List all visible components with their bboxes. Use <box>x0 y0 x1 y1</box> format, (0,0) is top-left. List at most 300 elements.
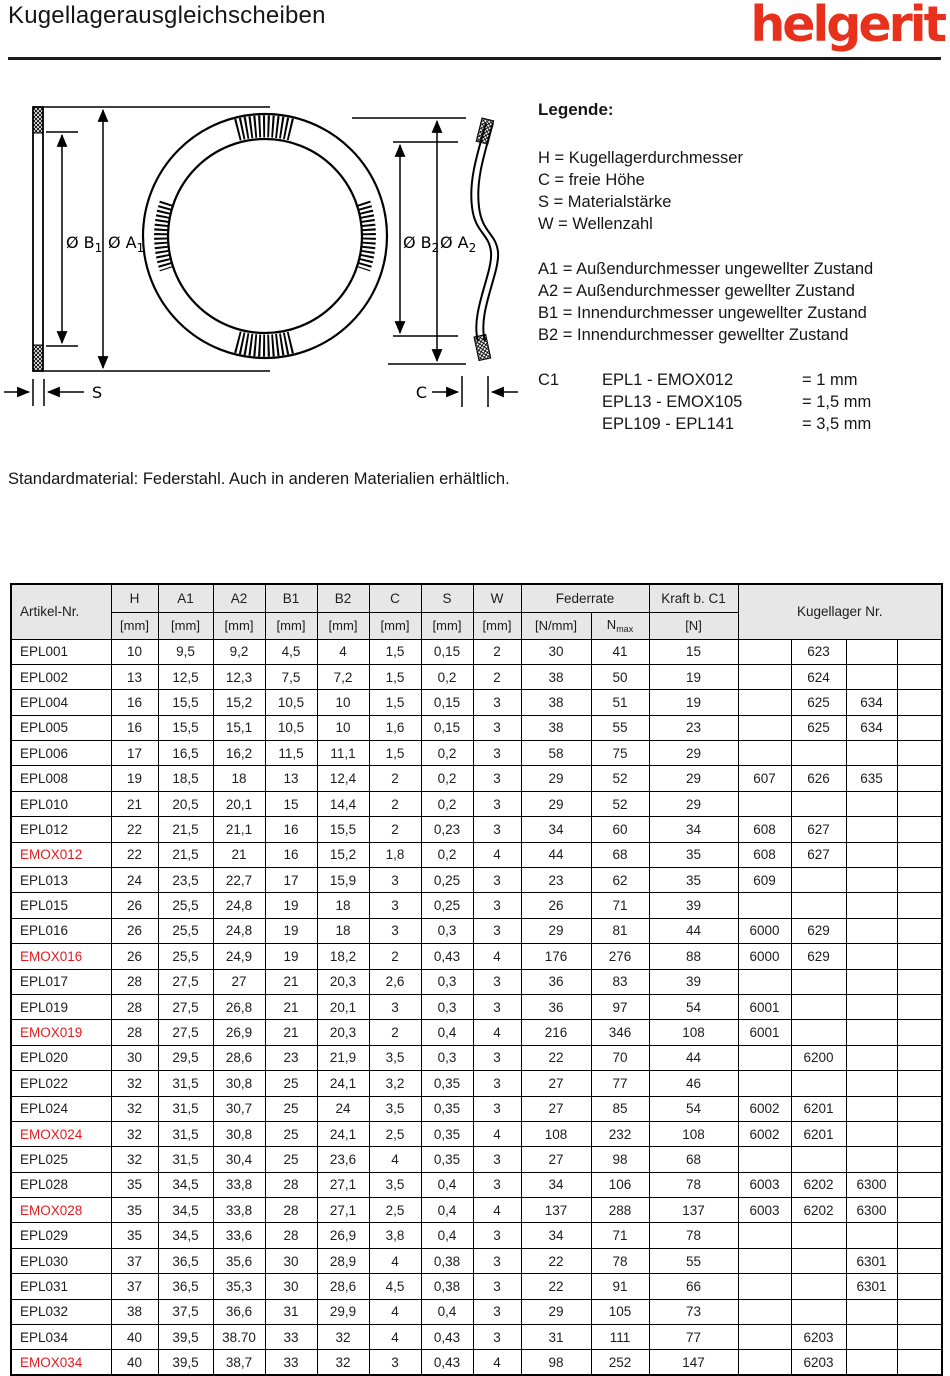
table-cell: 0,15 <box>421 639 473 664</box>
table-cell: 37 <box>111 1248 158 1273</box>
table-cell: 288 <box>591 1198 649 1223</box>
kugellager-cell <box>846 741 897 766</box>
table-cell: 70 <box>591 1045 649 1070</box>
kugellager-cell <box>738 1248 791 1273</box>
kugellager-cell: 6202 <box>791 1172 846 1197</box>
table-cell: 4 <box>317 639 369 664</box>
table-cell: 29 <box>521 791 591 816</box>
table-cell: 31 <box>521 1325 591 1350</box>
table-cell: 24,1 <box>317 1121 369 1146</box>
table-cell: 21,1 <box>213 817 265 842</box>
table-cell: 39 <box>649 969 738 994</box>
table-cell: 28 <box>111 994 158 1019</box>
table-cell: 3 <box>473 791 521 816</box>
kugellager-cell <box>846 994 897 1019</box>
table-cell: 24 <box>317 1096 369 1121</box>
kugellager-cell: 6300 <box>846 1198 897 1223</box>
header-w: W <box>473 584 521 612</box>
table-row <box>11 741 942 766</box>
kugellager-cell <box>738 1350 791 1375</box>
kugellager-cell: 6301 <box>846 1274 897 1299</box>
c1-value: = 1,5 mm <box>802 393 872 411</box>
table-cell: 18,2 <box>317 944 369 969</box>
table-cell: 18 <box>213 766 265 791</box>
kugellager-cell <box>791 1223 846 1248</box>
kugellager-cell <box>791 868 846 893</box>
table-cell: 137 <box>521 1198 591 1223</box>
helgerit-logo: helgerit <box>750 0 944 53</box>
table-cell: 0,35 <box>421 1071 473 1096</box>
table-cell: 4 <box>473 944 521 969</box>
article-number: EPL028 <box>11 1172 111 1197</box>
table-cell: 34,5 <box>158 1172 213 1197</box>
kugellager-cell <box>846 918 897 943</box>
table-cell: 0,4 <box>421 1198 473 1223</box>
table-cell: 3,2 <box>369 1071 421 1096</box>
table-cell: 68 <box>649 1147 738 1172</box>
kugellager-cell <box>897 639 942 664</box>
kugellager-cell <box>738 791 791 816</box>
table-cell: 15,2 <box>213 690 265 715</box>
kugellager-cell: 6002 <box>738 1096 791 1121</box>
table-cell: 12,3 <box>213 664 265 689</box>
table-cell: 252 <box>591 1350 649 1375</box>
kugellager-cell: 627 <box>791 842 846 867</box>
spec-table <box>10 583 943 1376</box>
legend-heading: Legende: <box>538 100 614 119</box>
legend-item: A1 = Außendurchmesser ungewellter Zustand <box>538 260 874 278</box>
table-cell: 18 <box>317 918 369 943</box>
header-kraft-c1: Kraft b. C1 <box>649 584 738 612</box>
article-number: EPL010 <box>11 791 111 816</box>
kugellager-cell: 629 <box>791 944 846 969</box>
table-cell: 28 <box>111 969 158 994</box>
table-row <box>11 1223 942 1248</box>
article-number: EPL004 <box>11 690 111 715</box>
table-cell: 0,35 <box>421 1096 473 1121</box>
table-cell: 3 <box>473 969 521 994</box>
table-cell: 3 <box>473 1248 521 1273</box>
unit-mm: [mm] <box>421 612 473 639</box>
kugellager-cell <box>846 842 897 867</box>
table-row <box>11 1096 942 1121</box>
legend-dimensions <box>538 147 946 235</box>
table-cell: 51 <box>591 690 649 715</box>
table-cell: 7,2 <box>317 664 369 689</box>
table-cell: 78 <box>649 1223 738 1248</box>
kugellager-cell: 6300 <box>846 1172 897 1197</box>
table-cell: 46 <box>649 1071 738 1096</box>
table-cell: 2,6 <box>369 969 421 994</box>
article-number: EPL015 <box>11 893 111 918</box>
table-cell: 18,5 <box>158 766 213 791</box>
table-cell: 44 <box>649 918 738 943</box>
table-cell: 11,1 <box>317 741 369 766</box>
table-cell: 35 <box>111 1198 158 1223</box>
table-cell: 22 <box>521 1274 591 1299</box>
table-cell: 3,8 <box>369 1223 421 1248</box>
table-cell: 15,9 <box>317 868 369 893</box>
table-row <box>11 1248 942 1273</box>
table-cell: 40 <box>111 1325 158 1350</box>
article-number: EPL031 <box>11 1274 111 1299</box>
kugellager-cell <box>738 639 791 664</box>
table-cell: 19 <box>649 690 738 715</box>
table-cell: 29 <box>521 918 591 943</box>
kugellager-cell <box>846 1299 897 1324</box>
table-cell: 3,5 <box>369 1172 421 1197</box>
kugellager-cell <box>897 715 942 740</box>
table-cell: 54 <box>649 994 738 1019</box>
header-b1: B1 <box>265 584 317 612</box>
article-number: EPL005 <box>11 715 111 740</box>
table-cell: 9,5 <box>158 639 213 664</box>
table-cell: 88 <box>649 944 738 969</box>
table-cell: 1,5 <box>369 639 421 664</box>
kugellager-cell <box>738 1071 791 1096</box>
kugellager-cell <box>846 1350 897 1375</box>
kugellager-cell <box>791 994 846 1019</box>
a2-label: Ø $A_2$ <box>440 233 477 255</box>
table-cell: 3,5 <box>369 1045 421 1070</box>
kugellager-cell: 634 <box>846 715 897 740</box>
article-number: EMOX024 <box>11 1121 111 1146</box>
table-cell: 32 <box>111 1147 158 1172</box>
kugellager-cell <box>791 741 846 766</box>
b1-label: Ø $B_1$ <box>66 233 103 255</box>
table-cell: 3 <box>369 994 421 1019</box>
table-cell: 147 <box>649 1350 738 1375</box>
table-cell: 30 <box>265 1274 317 1299</box>
table-cell: 14,4 <box>317 791 369 816</box>
table-cell: 105 <box>591 1299 649 1324</box>
table-cell: 25,5 <box>158 918 213 943</box>
kugellager-cell <box>846 1045 897 1070</box>
table-cell: 34,5 <box>158 1198 213 1223</box>
kugellager-cell <box>738 893 791 918</box>
table-cell: 30 <box>111 1045 158 1070</box>
ring-front-view <box>143 114 387 358</box>
kugellager-cell: 625 <box>791 715 846 740</box>
table-cell: 16 <box>265 817 317 842</box>
table-row <box>11 1350 942 1375</box>
table-cell: 13 <box>265 766 317 791</box>
table-cell: 30,7 <box>213 1096 265 1121</box>
legend <box>538 100 946 435</box>
table-cell: 3 <box>473 715 521 740</box>
table-cell: 85 <box>591 1096 649 1121</box>
kugellager-cell <box>846 944 897 969</box>
table-cell: 23 <box>649 715 738 740</box>
kugellager-cell: 635 <box>846 766 897 791</box>
table-cell: 4 <box>473 842 521 867</box>
article-number: EPL001 <box>11 639 111 664</box>
table-cell: 28 <box>265 1223 317 1248</box>
table-cell: 3,5 <box>369 1096 421 1121</box>
table-cell: 346 <box>591 1020 649 1045</box>
c1-value: = 3,5 mm <box>802 415 872 433</box>
header-c: C <box>369 584 421 612</box>
kugellager-cell <box>791 1147 846 1172</box>
table-cell: 0,23 <box>421 817 473 842</box>
table-cell: 12,4 <box>317 766 369 791</box>
table-cell: 27,1 <box>317 1198 369 1223</box>
table-cell: 62 <box>591 868 649 893</box>
table-cell: 0,15 <box>421 690 473 715</box>
kugellager-cell <box>738 741 791 766</box>
wavy-washer-side-view <box>471 118 498 360</box>
c1-spec <box>538 369 946 435</box>
article-number: EPL016 <box>11 918 111 943</box>
article-number: EPL013 <box>11 868 111 893</box>
table-row <box>11 766 942 791</box>
table-cell: 24,8 <box>213 893 265 918</box>
kugellager-cell <box>846 1121 897 1146</box>
table-cell: 18 <box>317 893 369 918</box>
kugellager-cell: 609 <box>738 868 791 893</box>
table-cell: 1,5 <box>369 741 421 766</box>
article-number: EMOX019 <box>11 1020 111 1045</box>
table-cell: 0,2 <box>421 766 473 791</box>
table-cell: 17 <box>111 741 158 766</box>
table-cell: 3 <box>369 918 421 943</box>
table-cell: 4,5 <box>265 639 317 664</box>
table-cell: 22 <box>111 842 158 867</box>
table-cell: 0,2 <box>421 791 473 816</box>
table-cell: 9,2 <box>213 639 265 664</box>
legend-item: C = freie Höhe <box>538 171 645 189</box>
table-cell: 2 <box>369 791 421 816</box>
table-cell: 3 <box>473 741 521 766</box>
article-number: EPL019 <box>11 994 111 1019</box>
kugellager-cell <box>897 1198 942 1223</box>
table-row <box>11 639 942 664</box>
unit-mm: [mm] <box>473 612 521 639</box>
table-cell: 27 <box>213 969 265 994</box>
table-cell: 71 <box>591 893 649 918</box>
kugellager-cell <box>791 893 846 918</box>
table-row <box>11 1299 942 1324</box>
kugellager-cell <box>846 1147 897 1172</box>
table-cell: 2 <box>369 817 421 842</box>
table-cell: 26 <box>111 944 158 969</box>
article-number: EMOX028 <box>11 1198 111 1223</box>
table-cell: 32 <box>317 1350 369 1375</box>
table-cell: 3 <box>473 918 521 943</box>
header-h: H <box>111 584 158 612</box>
table-row <box>11 1198 942 1223</box>
kugellager-cell <box>846 1071 897 1096</box>
table-cell: 26,9 <box>213 1020 265 1045</box>
table-cell: 3 <box>473 1325 521 1350</box>
table-cell: 1,5 <box>369 690 421 715</box>
kugellager-cell <box>897 766 942 791</box>
unit-mm: [mm] <box>317 612 369 639</box>
table-cell: 36,5 <box>158 1274 213 1299</box>
table-cell: 34 <box>649 817 738 842</box>
table-cell: 30,4 <box>213 1147 265 1172</box>
table-cell: 3 <box>473 1223 521 1248</box>
table-cell: 29 <box>521 766 591 791</box>
table-row <box>11 868 942 893</box>
table-cell: 78 <box>591 1248 649 1273</box>
table-cell: 15 <box>649 639 738 664</box>
header-b2: B2 <box>317 584 369 612</box>
table-cell: 60 <box>591 817 649 842</box>
table-cell: 108 <box>649 1121 738 1146</box>
table-cell: 28,6 <box>213 1045 265 1070</box>
table-row <box>11 690 942 715</box>
c1-range: EPL1 - EMOX012 <box>602 371 734 389</box>
table-cell: 24,9 <box>213 944 265 969</box>
article-number: EMOX012 <box>11 842 111 867</box>
table-cell: 111 <box>591 1325 649 1350</box>
kugellager-cell <box>846 639 897 664</box>
table-cell: 0,3 <box>421 994 473 1019</box>
table-cell: 23 <box>521 868 591 893</box>
table-cell: 16 <box>111 715 158 740</box>
title-divider <box>8 57 941 60</box>
table-cell: 28 <box>265 1172 317 1197</box>
kugellager-cell <box>738 715 791 740</box>
c1-label: C1 <box>538 371 560 389</box>
table-cell: 4 <box>473 1350 521 1375</box>
c-label: C <box>415 383 427 402</box>
table-cell: 29,9 <box>317 1299 369 1324</box>
kugellager-cell <box>897 1020 942 1045</box>
table-cell: 0,25 <box>421 893 473 918</box>
kugellager-cell: 6001 <box>738 1020 791 1045</box>
table-cell: 4 <box>369 1325 421 1350</box>
legend-item: B1 = Innendurchmesser ungewellter Zustand <box>538 304 867 322</box>
table-cell: 15,5 <box>158 715 213 740</box>
table-cell: 1,5 <box>369 664 421 689</box>
table-row <box>11 1045 942 1070</box>
kugellager-cell: 634 <box>846 690 897 715</box>
header-artikel-nr: Artikel-Nr. <box>11 584 111 639</box>
article-number: EPL030 <box>11 1248 111 1273</box>
table-cell: 37,5 <box>158 1299 213 1324</box>
table-cell: 23,6 <box>317 1147 369 1172</box>
table-cell: 38 <box>111 1299 158 1324</box>
kugellager-cell <box>897 1147 942 1172</box>
table-cell: 44 <box>521 842 591 867</box>
table-cell: 15,5 <box>317 817 369 842</box>
table-cell: 21,9 <box>317 1045 369 1070</box>
table-cell: 15,2 <box>317 842 369 867</box>
table-cell: 68 <box>591 842 649 867</box>
c1-range: EPL13 - EMOX105 <box>602 393 743 411</box>
table-cell: 35 <box>649 842 738 867</box>
b2-label: Ø $B_2$ <box>403 233 440 255</box>
kugellager-cell <box>897 1223 942 1248</box>
table-cell: 33,8 <box>213 1198 265 1223</box>
kugellager-cell <box>846 817 897 842</box>
table-cell: 38.70 <box>213 1325 265 1350</box>
table-cell: 97 <box>591 994 649 1019</box>
table-cell: 38 <box>521 664 591 689</box>
table-cell: 137 <box>649 1198 738 1223</box>
kugellager-cell: 626 <box>791 766 846 791</box>
kugellager-cell: 6301 <box>846 1248 897 1273</box>
table-cell: 25 <box>265 1121 317 1146</box>
article-number: EPL029 <box>11 1223 111 1248</box>
table-cell: 23 <box>265 1045 317 1070</box>
table-cell: 26,9 <box>317 1223 369 1248</box>
table-cell: 25,5 <box>158 893 213 918</box>
table-cell: 66 <box>649 1274 738 1299</box>
unit-mm: [mm] <box>369 612 421 639</box>
page-title: Kugellagerausgleichscheiben <box>8 2 326 29</box>
kugellager-cell <box>897 1325 942 1350</box>
kugellager-cell: 6203 <box>791 1325 846 1350</box>
table-cell: 78 <box>649 1172 738 1197</box>
table-cell: 20,3 <box>317 969 369 994</box>
kugellager-cell <box>738 1299 791 1324</box>
table-cell: 38 <box>521 715 591 740</box>
table-cell: 10 <box>111 639 158 664</box>
table-cell: 34 <box>521 817 591 842</box>
table-cell: 0,35 <box>421 1147 473 1172</box>
table-row <box>11 1325 942 1350</box>
table-cell: 3 <box>473 1096 521 1121</box>
table-cell: 75 <box>591 741 649 766</box>
table-cell: 2 <box>369 1020 421 1045</box>
table-cell: 32 <box>111 1071 158 1096</box>
table-cell: 26 <box>521 893 591 918</box>
table-cell: 0,2 <box>421 842 473 867</box>
kugellager-cell: 6201 <box>791 1121 846 1146</box>
table-cell: 38,7 <box>213 1350 265 1375</box>
table-cell: 108 <box>521 1121 591 1146</box>
article-number: EPL032 <box>11 1299 111 1324</box>
c1-row <box>602 369 871 391</box>
kugellager-cell <box>846 969 897 994</box>
kugellager-cell <box>846 1096 897 1121</box>
table-cell: 3 <box>473 1274 521 1299</box>
article-number: EPL020 <box>11 1045 111 1070</box>
table-cell: 73 <box>649 1299 738 1324</box>
table-cell: 0,43 <box>421 944 473 969</box>
table-cell: 15,5 <box>158 690 213 715</box>
table-cell: 36 <box>521 969 591 994</box>
table-cell: 19 <box>649 664 738 689</box>
table-cell: 0,4 <box>421 1020 473 1045</box>
table-cell: 4 <box>369 1147 421 1172</box>
table-cell: 30 <box>521 639 591 664</box>
table-cell: 3 <box>473 690 521 715</box>
table-cell: 20,5 <box>158 791 213 816</box>
kugellager-cell <box>738 969 791 994</box>
kugellager-cell <box>897 1071 942 1096</box>
table-cell: 0,25 <box>421 868 473 893</box>
table-cell: 35,3 <box>213 1274 265 1299</box>
table-cell: 34 <box>521 1223 591 1248</box>
kugellager-cell <box>791 1248 846 1273</box>
table-cell: 3 <box>473 1071 521 1096</box>
unit-mm: [mm] <box>213 612 265 639</box>
table-cell: 36,5 <box>158 1248 213 1273</box>
table-cell: 2,5 <box>369 1121 421 1146</box>
table-cell: 276 <box>591 944 649 969</box>
table-cell: 17 <box>265 868 317 893</box>
article-number: EPL024 <box>11 1096 111 1121</box>
table-cell: 41 <box>591 639 649 664</box>
table-cell: 22 <box>111 817 158 842</box>
table-cell: 26,8 <box>213 994 265 1019</box>
article-number: EPL006 <box>11 741 111 766</box>
kugellager-cell: 625 <box>791 690 846 715</box>
